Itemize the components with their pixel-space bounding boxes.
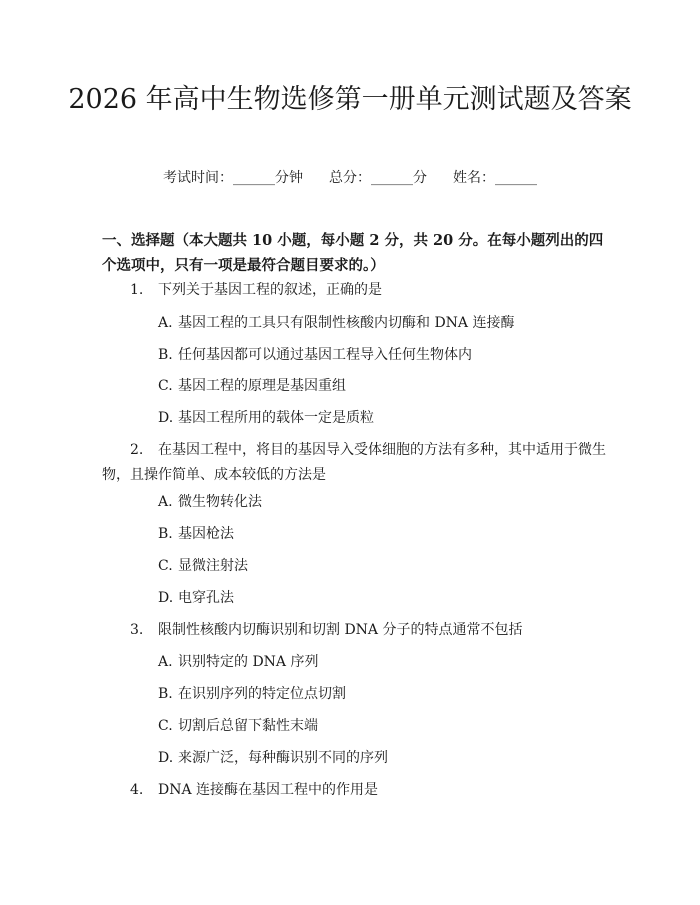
option-letter: D.: [158, 590, 174, 606]
name-blank: ______: [495, 170, 537, 186]
question-stem: [102, 281, 607, 299]
option-text: 切割后总留下黏性末端: [178, 718, 318, 734]
section-heading: 一、选择题（本大题共 10 小题，每小题 2 分，共 20 分。在每小题列出的四个选项中，只有一项是最符合题目要求的。）: [102, 232, 604, 274]
option-letter: A.: [158, 494, 173, 510]
option-item: [158, 377, 618, 395]
option-text: 电穿孔法: [178, 590, 234, 606]
option-letter: A.: [158, 654, 173, 670]
option-letter: A.: [158, 315, 173, 331]
question-text: DNA 连接酶在基因工程中的作用是: [158, 782, 379, 798]
option-item: [158, 409, 618, 427]
time-label: 考试时间：: [163, 170, 233, 186]
option-text: 在识别序列的特定位点切割: [178, 686, 346, 702]
option-text: 来源广泛，每种酶识别不同的序列: [178, 750, 388, 766]
option-item: [158, 346, 618, 364]
name-label: 姓名：: [453, 170, 495, 186]
option-item: [158, 717, 618, 735]
option-item: [158, 685, 618, 703]
option-letter: B.: [158, 347, 173, 363]
option-text: 基因工程的工具只有限制性核酸内切酶和 DNA 连接酶: [178, 315, 515, 331]
page-title: 2026 年高中生物选修第一册单元测试题及答案: [68, 84, 632, 115]
question-number: 4.: [130, 782, 144, 798]
question-stem: [102, 621, 607, 639]
option-item: [158, 749, 618, 767]
question-text: 下列关于基因工程的叙述，正确的是: [158, 282, 382, 298]
option-text: 基因枪法: [178, 526, 234, 542]
question-number: 3.: [130, 622, 144, 638]
option-item: [158, 314, 618, 332]
time-blank: ______: [233, 170, 275, 186]
option-text: 基因工程所用的载体一定是质粒: [178, 410, 374, 426]
exam-info-line: [0, 169, 700, 187]
option-letter: C.: [158, 378, 173, 394]
option-letter: D.: [158, 750, 174, 766]
question-number: 1.: [130, 282, 144, 298]
option-item: [158, 525, 618, 543]
option-item: [158, 557, 618, 575]
question-text: 在基因工程中，将目的基因导入受体细胞的方法有多种，其中适用于微生物，且操作简单、成本较低的方法是: [102, 442, 606, 483]
score-label: 总分：: [329, 170, 371, 186]
question-stem: [102, 781, 607, 799]
question-stem: [102, 438, 607, 488]
question-number: 2.: [130, 442, 144, 458]
time-unit: 分钟: [275, 170, 303, 186]
option-letter: C.: [158, 558, 173, 574]
score-unit: 分: [413, 170, 427, 186]
option-letter: C.: [158, 718, 173, 734]
score-blank: ______: [371, 170, 413, 186]
option-text: 基因工程的原理是基因重组: [178, 378, 346, 394]
option-text: 识别特定的 DNA 序列: [178, 654, 319, 670]
option-letter: B.: [158, 526, 173, 542]
option-item: [158, 493, 618, 511]
option-item: [158, 589, 618, 607]
option-letter: D.: [158, 410, 174, 426]
question-text: 限制性核酸内切酶识别和切割 DNA 分子的特点通常不包括: [158, 622, 523, 638]
option-text: 任何基因都可以通过基因工程导入任何生物体内: [178, 347, 472, 363]
option-item: [158, 653, 618, 671]
option-letter: B.: [158, 686, 173, 702]
option-text: 显微注射法: [178, 558, 248, 574]
option-text: 微生物转化法: [178, 494, 262, 510]
